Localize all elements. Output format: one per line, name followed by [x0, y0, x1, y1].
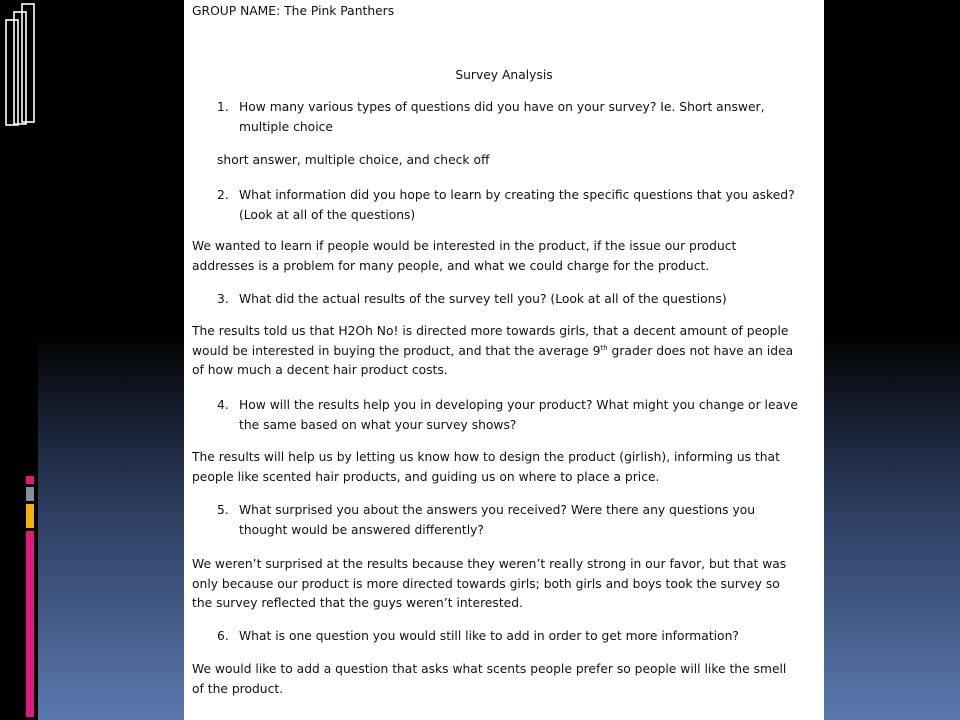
question-number: 5. — [217, 503, 229, 517]
accent-bars — [26, 476, 36, 720]
question-number: 3. — [217, 292, 229, 306]
answer-3 — [192, 322, 797, 381]
left-strip — [0, 0, 38, 720]
answer-3-part-1: The results told us that H2Oh No! is directed more towards girls, that a decent amount of people would be interested in buying the product, and that the average 9 — [192, 324, 789, 358]
group-line — [192, 2, 394, 22]
question-number: 1. — [217, 100, 229, 114]
question-text: What is one question you would still like to add in order to get more information? — [239, 629, 739, 643]
question-3 — [217, 290, 799, 310]
slide-decoration-icon — [2, 2, 36, 127]
answer-2: We wanted to learn if people would be interested in the product, if the issue our product addresses is a problem for many people, and what we could charge for the product. — [192, 239, 737, 273]
question-number: 2. — [217, 188, 229, 202]
question-number: 6. — [217, 629, 229, 643]
accent-bar-pink — [26, 476, 34, 484]
accent-bar-pink-long — [26, 531, 34, 717]
group-label: GROUP NAME: — [192, 4, 281, 18]
question-number: 4. — [217, 398, 229, 412]
answer-3-superscript: th — [600, 343, 608, 352]
answer-6: We would like to add a question that asks what scents people prefer so people will like the smell of the product. — [192, 662, 787, 696]
answer-4: The results will help us by letting us know how to design the product (girlish), informing us that people like scented hair products, and guiding us on where to place a price. — [192, 450, 780, 484]
document-title: Survey Analysis — [455, 68, 553, 82]
question-text: How many various types of questions did you have on your survey? Ie. Short answer, multiple choice — [239, 100, 765, 134]
question-2 — [217, 186, 799, 225]
question-text: What surprised you about the answers you received? Were there any questions you thought would be answered differently? — [239, 503, 756, 537]
question-text: What did the actual results of the survey tell you? (Look at all of the questions) — [239, 292, 727, 306]
question-5 — [217, 501, 799, 540]
question-6 — [217, 627, 799, 647]
group-name: The Pink Panthers — [284, 4, 395, 18]
left-background — [38, 0, 184, 720]
question-text: What information did you hope to learn by creating the specific questions that you asked? (Look at all of the questions) — [239, 188, 795, 222]
question-text: How will the results help you in developing your product? What might you change or leave the same based on what your survey shows? — [239, 398, 798, 432]
document-page — [184, 0, 824, 720]
accent-bar-gray — [26, 487, 34, 501]
accent-bar-yellow — [26, 504, 34, 528]
answer-1: short answer, multiple choice, and check off — [217, 153, 490, 167]
question-4 — [217, 396, 799, 435]
right-background — [824, 0, 960, 720]
answer-5: We weren’t surprised at the results because they weren’t really strong in our favor, but that was only because our product is more directed towards girls; both girls and boys took the survey so the survey reflected that the guys weren’t interested. — [192, 557, 787, 610]
answer-3-part-2: grader does not have an idea of how much a decent hair product costs. — [192, 343, 794, 377]
question-1 — [217, 98, 799, 137]
